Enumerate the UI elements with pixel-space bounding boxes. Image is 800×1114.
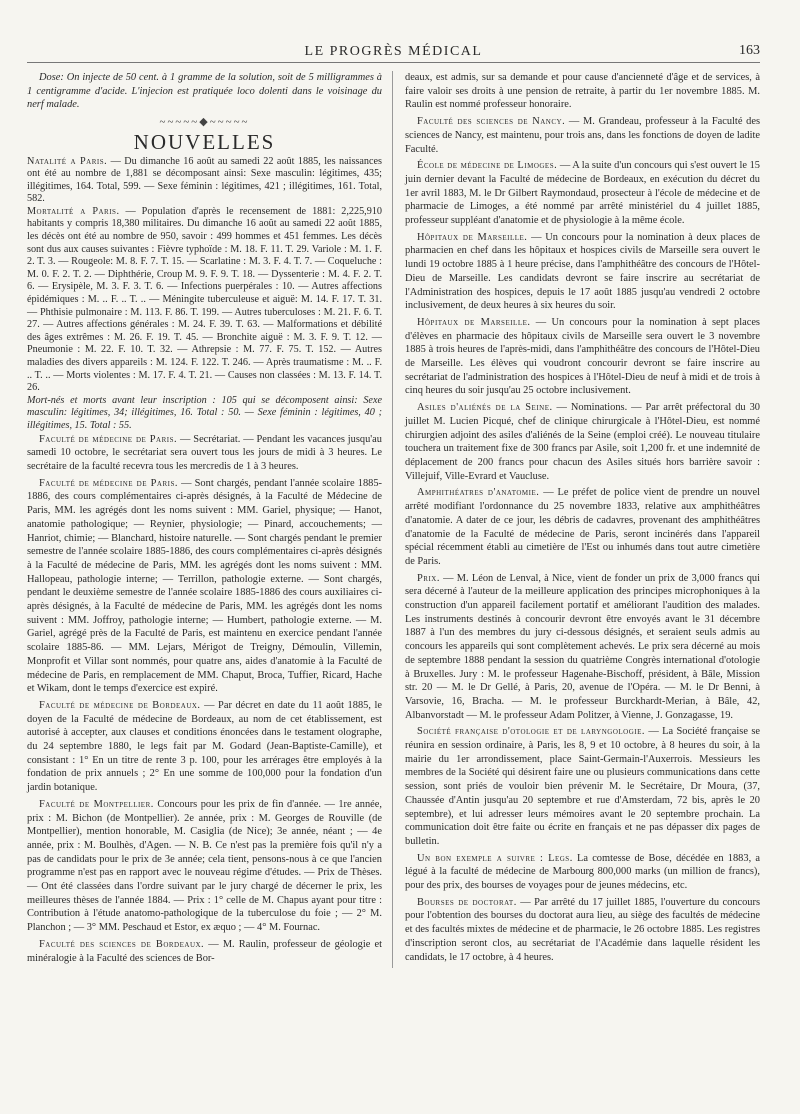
running-header (27, 40, 760, 63)
fac-paris-cours: Faculté de médecine de Paris. — Sont chargés, pendant l'année scolaire 1885-1886, des cours complémentaires ci-après désignés, à la Faculté de Médecine de Paris, MM. les agrégés dont les noms suivent : MM. Gariel, physique; — Hanot, anatomie pathologique; — Reynier, physiologie; — Pinard, accouchements; — Hanriot, chimie; — Blanchard, histoire naturelle. — Sont chargés pendant le premier semestre de l'année scolaire 1885-1886, des cours complémentaires ci-après désignés à la Faculté de médecine de Paris, MM. les agrégés dont les noms suivent : MM. Hallopeau, pathologie interne; — Terrillon, pathologie externe. — Sont chargés, pendant le deuxième semestre de l'année scolaire 1885-1886 des cours auxiliaires ci-après désignés, à la Faculté de médecine de Paris, MM. les agrégés dont les noms suivent : MM. Joffroy, pathologie interne; — Humbert, pathologie externe. — M. Gariel, agrégé près de la Faculté de Paris, est maintenu en exercice pendant l'année scolaire 1885-86. — MM. Lejars, Mérigot de Treigny, Démoulin, Villemin, Monprofit et Villar sont nommés, pour quatre ans, aides d'anatomie à la Faculté de médecine de Paris, en remplacement de MM. Chaput, Broca, Tuffier, Ricard, Hache et Wikam, dont le temps d'exercice est expiré. (27, 477, 382, 695)
two-column-body (27, 71, 760, 968)
hopitaux-marseille-2: Hôpitaux de Marseille. — Un concours pour la nomination à sept places d'élèves en pharmacie des hôpitaux civils de Marseille sera ouvert le 3 novembre 1885 à trois heures de l'après-midi, dans l'amphithéâtre des concours de l'Hôtel-Dieu de Marseille. Les élèves qui voudront concourir devront se faire inscrire au secrétariat de l'administration des hospices à l'Hôtel-Dieu de neuf à midi et de trois à cinq heures du soir jusqu'au 25 octobre inclusivement. (405, 316, 760, 397)
right-column (392, 71, 760, 968)
fac-bordeaux-legs: Faculté de médecine de Bordeaux. — Par décret en date du 11 août 1885, le doyen de la Faculté de médecine de Bordeaux, au nom de cet établissement, est autorisé à accepter, aux clauses et conditions énoncées dans le testament olographe, du 24 septembre 1880, le legs fait par M. Godard (Jean-Baptiste-Camille), et consistant : 1° En un titre de rente 3 p. 100, pour les arrérages être employés à la fondation de prix annuels ; 2° En une somme de 100,000 pour la fondation d'un jardin botanique. (27, 699, 382, 794)
section-title: NOUVELLES (133, 129, 276, 154)
asiles-seine: Asiles d'aliénés de la Seine. — Nominations. — Par arrêt préfectoral du 30 juillet M. Lucien Picqué, chef de clinique chirurgicale à l'Hôtel-Dieu, est nommé chirurgien adjoint des asiles d'aliénés de la Seine (emploi créé). Le nouveau titulaire touchera un traitement fixe de 300 francs par Asile, soit 1,200 fr. et une indemnité de déplacement de 200 francs pour chacun des Asiles situés hors barrière savoir : Villejuif, Ville-Evrard et Vaucluse. (405, 402, 760, 482)
left-column (27, 71, 392, 968)
journal-title: LE PROGRÈS MÉDICAL (304, 44, 483, 59)
fac-sciences-bordeaux: Faculté des sciences de Bordeaux. — M. Raulin, professeur de géologie et minéralogie à la Faculté des sciences de Bor- (27, 938, 382, 964)
societe-otologie: Société française d'otologie et de laryngologie. — La Société française se réunira en session ordinaire, à Paris, les 8, 9 et 10 octobre, à 8 heures du soir, à la mairie du 1er arrondissement, place Saint-Germain-l'Auxerrois. Messieurs les membres de la Société qui désirent faire une ou plusieurs communications dans cette session, sont priés de vouloir bien prévenir M. le Secrétaire, Dr Moura, (37, Chaussée d'Antin jusqu'au 20 septembre et rue d'Amsterdam, 72 bis, après le 20 septembre), et lui adresser leurs mémoires avant le 20 septembre prochain. La communication doit être faite ou écrite en français et ne pas dépasser dix pages de bulletin. (405, 726, 760, 847)
stats-block (27, 156, 382, 433)
bourses-doctorat: Bourses de doctorat. — Par arrêté du 17 juillet 1885, l'ouverture du concours pour l'obtention des bourses du doctorat aura lieu, au siège des facultés de médecine et des facultés mixtes de médecine et de pharmacie, le 26 octobre 1885. Les registres d'inscription seront clos, au secrétariat de l'Académie dans laquelle résident les candidats, le 17 octobre, à 4 heures. (405, 896, 760, 963)
fac-montpellier: Faculté de Montpellier. Concours pour les prix de fin d'année. — 1re année, prix : M. Bichon (de Montpellier). 2e année, prix : M. Georges de Rouville (de Montpellier), mention honorable, M. Casiglia (de Nice); 3e année, néant ; — 4e année, prix : M. Boulhès, d'Agen. — N. B. Ce n'est pas la première fois qu'il n'y a pas de candidats pour le prix de 3e année; cela tient, pensons-nous à ce que l'ancien programme n'est pas en rapport avec le nouveau régime d'études. — Prix de Thèses. — Ont été classées dans l'ordre suivant par le jury chargé de décerner le prix, les meilleures thèses de l'année 1884. — Prix : 1° celle de M. Chapus ayant pour titre : Contribution à l'étude anatomo-pathologique de la tuberculose du foie ; — 2° M. Planchon ; — 3° MM. Peschaud et Estor, ex æquo ; — 4° M. Fournac. (27, 798, 382, 934)
fac-nancy: Faculté des sciences de Nancy. — M. Grandeau, professeur à la Faculté des sciences de Nancy, est maintenu, pour trois ans, dans les fonctions de doyen de ladite Faculté. (405, 116, 761, 155)
mortalite-paragraph: Mortalité a Paris. — Population d'après le recensement de 1881: 2,225,910 habitants y compris 18,380 militaires. Du dimanche 16 août au samedi 22 août 1885, les décès ont été au nombre de 950, savoir : 499 hommes et 451 femmes. Les décès sont dus aux causes suivantes : Fièvre typhoïde : M. 18. F. 11. T. 29. Variole : M. 1. F. 2. T. 3. — Rougeole: M. 8. F. 7. T. 15. — Scarlatine : M. 3. F. 4. T. 7. — Coqueluche : M. 0. F. 2. T. 2. — Diphthérie, Croup M. 9. F. 9. T. 18. — Dyssenterie : M. 4. F. 2. T. 6. — Erysipèle, M. 3. F. 3. T. 6. — Infections puerpérales : 10. — Autres affections épidémiques : M. .. F. .. T. .. — Méningite tuberculeuse et aiguë: M. 14. F. 17. T. 31. — Phthisie pulmonaire : M. 113. F. 86. T. 199. — Autres tuberculoses : M. 21. F. 6. T. 27. — Autres affections générales : M. 24. F. 39. T. 63. — Malformations et débilité des âges extrêmes : M. 26. F. 19. T. 45. — Bronchite aiguë : M. 3. F. 9. T. 12. — Pneumonie : M. 22. F. 10. T. 32. — Athrepsie : M. 77. F. 75. T. 152. — Autres maladies des divers appareils : M. 124. F. 122. T. 246. — Après traumatisme : M. .. F. .. T. .. — Morts violentes : M. 17. F. 4. T. 21. — Causes non classées : M. 13. F. 14. T. 26. (27, 205, 383, 394)
legs-bose: Un bon exemple a suivre : Legs. La comtesse de Bose, décédée en 1883, a légué à la faculté de médecine de Marbourg 800,000 marks (un million de francs), pour des prix, des bourses de voyages pour de jeunes médecins, etc. (405, 852, 760, 892)
fac-paris-secretariat: Faculté de médecine de Paris. — Secrétariat. — Pendant les vacances jusqu'au samedi 10 octobre, le secrétariat sera ouvert tous les jours de midi à 3 heures. Le secrétaire de la faculté recevra tous les mercredis de 1 à 3 heures. (27, 433, 382, 472)
natalite-paragraph: Natalité a Paris. — Du dimanche 16 août au samedi 22 août 1885, les naissances ont été au nombre de 1,881 se décomposant ainsi: Sexe masculin: légitimes, 435; illégitimes, 164. Total, 599. — Sexe féminin : légitimes, 421 ; illégitimes, 161. Total, 582. (27, 155, 382, 205)
continued-paragraph: deaux, est admis, sur sa demande et pour cause d'ancienneté d'âge et de services, à faire valoir ses droits à une pension de retraite, à partir du 1er novembre 1885. M. Raulin est nommé professeur honoraire. (405, 72, 760, 111)
amphitheatres: Amphithéatres d'anatomie. — Le préfet de police vient de prendre un nouvel arrêté modifiant l'ordonnance du 25 novembre 1833, relative aux amphithéâtres d'anatomie. A dater de ce jour, les débris de cadavres, provenant des amphithéâtres d'anatomie de la Faculté de médecine de Paris, seront incinérés dans l'appareil spécial récemment établi au cimetière de l'Est ou inhumés dans tout autre cimetière de Paris. (405, 487, 760, 567)
page-number: 163 (739, 43, 760, 58)
ornament-divider: ~~~~~◆~~~~~ (159, 116, 250, 129)
intro-paragraph: Dose: On injecte de 50 cent. à 1 gramme de la solution, soit de 5 milligrammes à 1 centigramme d'acide. L'injecion est pratiquée loco dolenti dans le voisinage du nerf malade. (27, 72, 382, 111)
ecole-limoges: École de médecine de Limoges. — A la suite d'un concours qui s'est ouvert le 15 juin dernier devant la Faculté de médecine de Bordeaux, en exécution du décret du 1er avril 1883, M. le Dr Gilbert Raymondaud, prosecteur à l'école de médecine et de pharmacie de Limoges, a été nommé par arrêté ministériel du 4 juillet 1885, professeur suppléant d'anatomie et de physiologie à la même école. (405, 160, 760, 227)
prix-lenval: Prix. — M. Léon de Lenval, à Nice, vient de fonder un prix de 3,000 francs qui sera décerné à l'auteur de la meilleure application des principes microphoniques à la construction d'un appareil facilement portatif et améliorant l'audition des malades. Les instruments destinés à concourir devront être envoyés avant le 31 décembre 1887 à l'un des membres du jury ci-dessous désignés, et seraient seuls admis au concours les appareils qui sont complètement achevés. Le prix sera décerné au mois de septembre 1888 pendant la session du quatrième Congrès international d'otologie à Bruxelles. Jury : M. le professeur Hagenahe-Bischoff, président, à Bâle, Mission str. 20 — M. le Dr Gellé, à Paris, 20, avenue de l'Opéra. — M. le Dr Benni, à Varsovie, 16, Bracha. — M. le professeur Burckhardt-Merian, à Bâle, 42, Albanvorstadt — M. le professeur Adam Politzer, à Vienne, J. Gonzagasse, 19. (405, 572, 760, 721)
mortnes-paragraph: Mort-nés et morts avant leur inscription : 105 qui se décomposent ainsi: Sexe masculin: légitimes, 34; illégitimes, 16. Total : 50. — Sexe féminin : légitimes, 40 ; illégitimes, 15. Total : 55. (27, 394, 382, 431)
hopitaux-marseille-1: Hôpitaux de Marseille. — Un concours pour la nomination à deux places de pharmacien en chef dans les hôpitaux et hospices civils de Marseille sera ouvert le lundi 19 octobre 1885 à 1 heure précise, dans l'amphithéâtre des concours de l'Hôtel-Dieu de Marseille. Les candidats devront se faire inscrire au secrétariat de l'Administration des hospices, depuis le 17 août 1885 jusqu'au vendredi 2 octobre inclusivement, de deux heures à six heures du soir. (405, 231, 760, 312)
